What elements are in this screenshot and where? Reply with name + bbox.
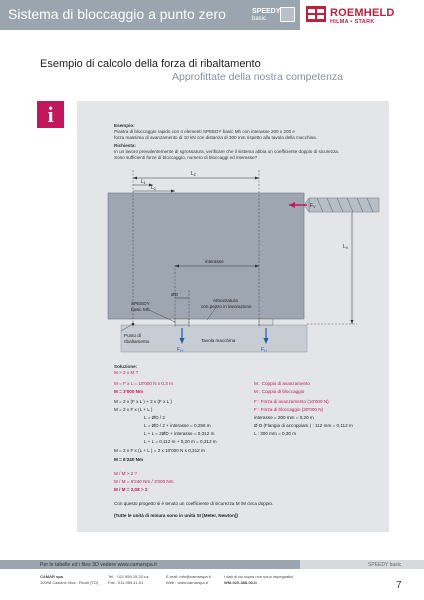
eq-4: L = ØD / 2 [144,415,165,420]
speedy-element-left [175,319,189,325]
solution-condition: M > 2 x M ? [114,370,139,375]
speedy-sub: basic [252,16,267,22]
footer-email[interactable]: E-mail: info@camarspa.it [166,574,211,579]
conclusion: Con questo progetto si è tenuto un coefficiente di sicurezza M /M circa doppio. [114,501,274,506]
table-label: Tavola macchina [201,338,236,343]
lv-sub: V [345,246,349,250]
diameter-label: ØD [171,292,178,297]
page-title: Esempio di calcolo della forza di ribaltamento [40,58,261,70]
question-text-1: In un lavoro prevalentemente di sgrossatura, verificare che il sistema abbia un coefficiente doppio di sicurezza. [114,149,340,154]
roemheld-logo-icon [306,6,326,22]
footer-speedy-tag: SPEEDY basic [368,562,402,568]
l2-sub: 2 [153,187,156,191]
check-1: M / M = 6'240 Nm / 3'000 Nm [114,479,174,484]
fh-label-right: F [261,347,265,353]
fixture-label-2: con pezzo in lavorazione [201,304,252,309]
footer-address: 10098 Cascine Vica - Rivoli (TO) [40,580,99,585]
check-2: M / M = 2,08 > 2 [114,487,148,492]
brand-name: ROEMHELD [330,7,395,19]
eq-2: M = 2 x (F x L ) + 2 x (F x L ) [114,399,172,404]
fv-label: F [310,203,314,209]
legend-6: L : 300 mm = 0,30 m [254,431,297,436]
l2-label: L [151,185,154,191]
footer-tel: Tel. : 011.959.15.25 r.a. [108,574,150,579]
footer-web[interactable]: Web : www.camarspa.it [166,580,208,585]
fh-label-left: F [177,347,181,353]
eq-6: L + L = 2ØD + interasse = 0,312 m [144,431,215,436]
check-0: M / M > 2 ? [114,471,138,476]
fixture-label-1: Attrezzatura [213,298,238,303]
pivot-label-1: Punto di [124,333,141,338]
speedy-mark: SPEEDY [252,8,281,15]
brand-sub: HILMA • STARK [330,19,375,25]
legend-1: M : Coppia di bloccaggio [254,389,305,394]
fv-sub: V [313,205,316,209]
fh-sub-left: H [180,349,183,353]
footer-strip-right [300,560,424,569]
footer-fax: Fax : 011.959.41.01 [108,580,144,585]
lz-label: L [191,171,194,177]
pivot-label-2: ribaltamento [124,339,150,344]
drill-tool [309,198,379,212]
eq-3: M = 2 x F x (L + L ) [114,407,153,412]
lv-label: L [343,244,346,250]
example-title: Esempio: [114,123,135,128]
footer-link[interactable]: Per le tabelle ed i files 3D vedere www.camarspa.it [40,562,157,568]
example-text-2: forza massima di avanzamento di 10 kN con distanza di 300 mm rispetto alla tavola della macchina. [114,135,317,140]
legend-3: F : Forza di bloccaggio (30'000 N) [254,407,324,412]
speedy-element-right [259,319,273,325]
page-subtitle: Approfittate della nostra competenza [172,71,344,83]
svg-text:L1 [141,179,146,185]
speedy-label: SPEEDY [131,301,150,306]
legend-2: F : Forza di avanzamento (10'000 N) [254,399,329,404]
question-text-2: Sono sufficienti forze di bloccaggio, numero di bloccaggi ed interasse? [114,155,258,160]
interasse-label: interasse [205,259,224,264]
eq-8: M = 2 x F x (L + L ) = 2 x 10'000 N x 0,312 m [114,448,205,453]
eq-1: M = 3'000 Nm [114,389,144,394]
eq-7: L + L = 0,112 m + 0,20 m = 0,312 m [144,439,217,444]
fh-sub-right: H [264,349,267,353]
speedy-box-icon [280,7,295,22]
lz-sub: Z [193,173,196,177]
speedy-sub-label: basic Mh [131,307,150,312]
page-number: 7 [396,580,402,591]
eq-0: M = F x L = 10'000 N x 0,3 m [114,381,173,386]
units-note: (Tutte le unità di misura sono in unità SI [Meter, Newton]) [114,513,238,518]
question-title: Richiesta: [114,143,136,148]
footer-note: I dati di cui sopra non sono impegnativi [224,574,294,579]
legend-5: Ø D (Flangia di accoppiam.) : 112 mm = 0,112 m [254,423,353,428]
footer-code: WM-020-388-00-it [224,580,257,585]
eq-9: M = 6'240 Nm [114,457,144,462]
footer-company: CAMAR spa [40,574,63,579]
l1-label: L [141,179,144,185]
example-text-1: Piastra di bloccaggio rapido con 4 elementi SPEEDY basic Mh con interasse 200 x 200 e [114,129,295,134]
l1-sub: 1 [143,181,146,185]
svg-text:LV [343,244,349,250]
legend-4: interasse = 200 mm = 0,20 m [254,415,314,420]
tilting-force-diagram [77,160,389,360]
header-title: Sistema di bloccaggio a punto zero [8,6,226,22]
info-icon: i [37,101,64,128]
svg-text:LZ [191,171,197,177]
svg-text:L2 [151,185,156,191]
eq-5: L = ØD / 2 + interasse = 0,256 m [144,423,211,428]
solution-title: Soluzione: [114,364,138,369]
legend-0: M : Coppia di avanzamento [254,381,310,386]
